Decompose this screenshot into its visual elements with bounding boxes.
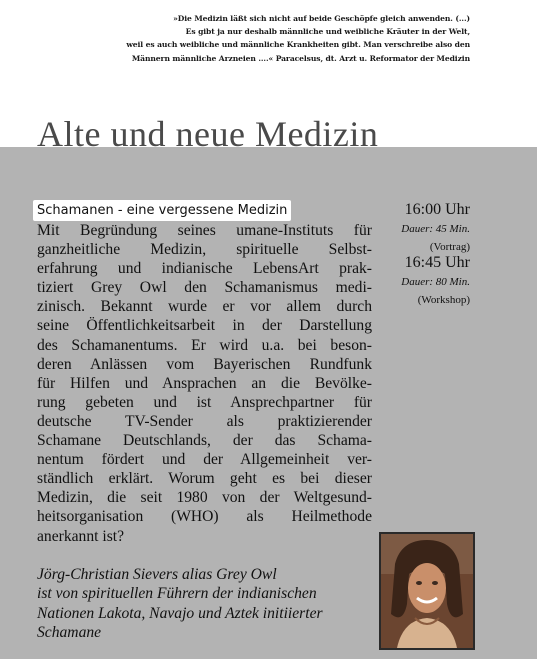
body-line: ständlich erklärt. Worum geht es bei dieser xyxy=(37,470,372,488)
quote-line: »Die Medizin läßt sich nicht auf beide Geschöpfe gleich anwenden. (...) xyxy=(173,14,470,23)
body-line: rung gebeten und ist Ansprechpartner für xyxy=(37,393,372,411)
slot-duration: Dauer: 45 Min. xyxy=(401,223,470,235)
author-bio xyxy=(37,565,397,642)
slot-time: 16:00 Uhr xyxy=(404,201,470,218)
body-line: ganzheitliche Medizin, spirituelle Selbst- xyxy=(37,241,372,259)
quote-line: weil es auch weibliche und männliche Krankheiten gibt. Man verschreibe also den xyxy=(126,40,470,50)
body-line: tiziert Grey Owl den Schamanismus medi- xyxy=(37,279,372,297)
body-line: erfahrung und indianische LebensArt prak- xyxy=(37,260,372,278)
quote-line: Es gibt ja nur deshalb männliche und weibliche Kräuter in der Welt, xyxy=(185,27,470,37)
body-line: Schamane Deutschlands, der das Schama- xyxy=(37,432,372,450)
portrait-image xyxy=(381,534,473,648)
schedule-slot-workshop xyxy=(370,253,470,307)
article-body xyxy=(37,221,372,546)
body-line: anerkannt ist? xyxy=(37,527,125,545)
slot-type: (Vortrag) xyxy=(429,241,470,253)
page-title: Alte und neue Medizin xyxy=(37,114,379,154)
author-line: ist von spirituellen Führern der indianischen xyxy=(37,585,317,603)
author-line: Schamane xyxy=(37,623,102,641)
body-line: für Hilfen und Ansprachen an die Bevölke- xyxy=(37,374,372,392)
body-line: des Schamanentums. Er wird u.a. bei beson- xyxy=(37,336,372,354)
slot-duration: Dauer: 80 Min. xyxy=(401,276,470,288)
author-line: Nationen Lakota, Navajo und Aztek initiierter xyxy=(37,604,323,622)
body-line: nentum fördert und der Allgemeinheit ver- xyxy=(37,451,372,469)
portrait-photo xyxy=(379,532,475,650)
schedule-slot-talk xyxy=(370,200,470,254)
body-line: zinisch. Bekannt wurde er vor allem durch xyxy=(37,298,372,316)
quote-line: Männern männliche Arzneien ....« Paracelsus, dt. Arzt u. Reformator der Medizin xyxy=(131,53,470,63)
body-line: deren Anlässen vom Bayerischen Rundfunk xyxy=(37,355,372,373)
slot-time: 16:45 Uhr xyxy=(404,254,470,271)
body-line: Mit Begründung seines umane-Instituts für xyxy=(37,222,372,239)
author-line: Jörg-Christian Sievers alias Grey Owl xyxy=(37,566,277,583)
body-line: heitsorganisation (WHO) als Heilmethode xyxy=(37,508,372,526)
body-line: Medizin, die seit 1980 von der Weltgesund- xyxy=(37,489,372,507)
slot-type: (Workshop) xyxy=(417,294,470,306)
body-line: deutsche TV-Sender als praktizierender xyxy=(37,412,372,430)
body-line: seine Öffentlichkeitsarbeit in der Darstellung xyxy=(37,317,372,335)
article-heading: Schamanen - eine vergessene Medizin xyxy=(33,200,291,221)
paracelsus-quote xyxy=(10,12,470,65)
